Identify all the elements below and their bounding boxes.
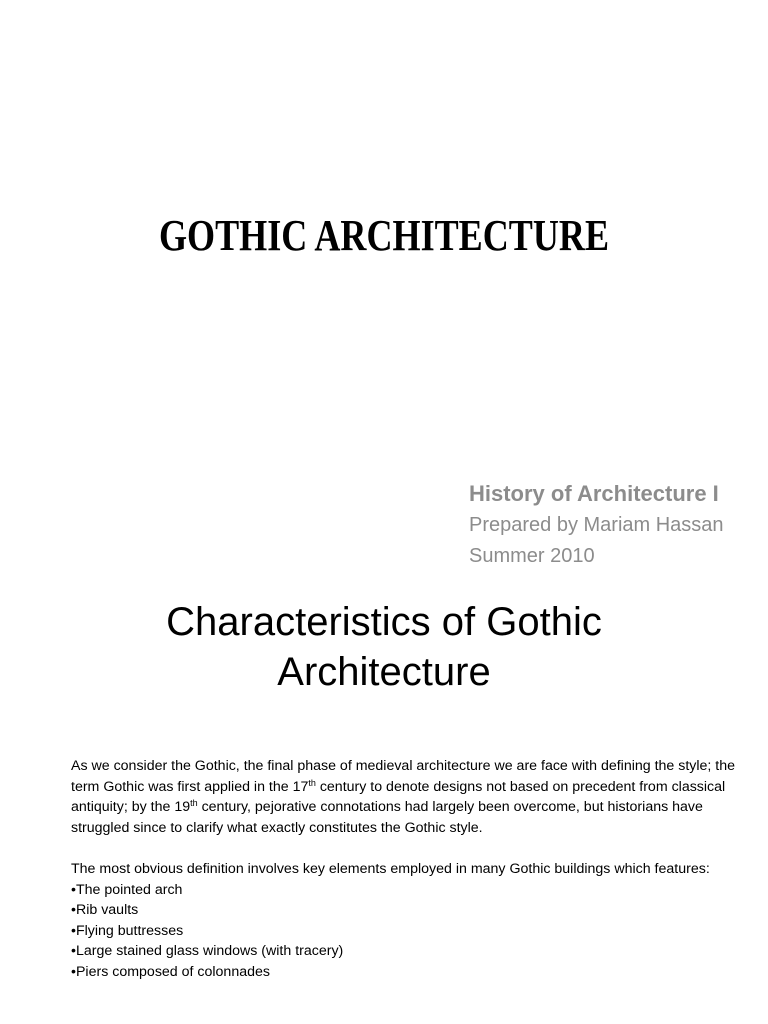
list-item: • Flying buttresses [71, 921, 741, 942]
section-heading [0, 597, 768, 697]
list-item: • Piers composed of colonnades [71, 962, 741, 983]
intro-text-part3: century, pejorative connotations had largely been overcome, but historians have struggled since to clarify what exactly constitutes the Gothic style. [71, 799, 703, 836]
definition-paragraph: The most obvious definition involves key elements employed in many Gothic buildings which features: [71, 860, 710, 877]
intro-paragraph [71, 756, 741, 838]
body-text [71, 756, 741, 983]
intro-text-part2: century to denote designs not based on precedent from classical antiquity; by the 19 [71, 778, 726, 816]
list-item: • Large stained glass windows (with tracery) [71, 941, 741, 962]
list-item: • Rib vaults [71, 900, 741, 921]
list-item: • The pointed arch [71, 880, 741, 901]
subtitle-block [469, 478, 724, 572]
author-line: Prepared by Mariam Hassan [469, 514, 724, 536]
intro-superscript-2: th [190, 798, 198, 809]
paragraph-spacer [71, 838, 741, 859]
intro-text-part1: As we consider the Gothic, the final phase of medieval architecture we are face with defining the style; the term Gothic was first applied in the 17 [71, 758, 736, 795]
section-heading-line1: Characteristics of Gothic [166, 600, 602, 644]
section-heading-line2: Architecture [277, 650, 491, 694]
features-list [71, 880, 741, 983]
course-name: History of Architecture I [469, 481, 719, 506]
document-title: GOTHIC ARCHITECTURE [158, 211, 610, 260]
term-line: Summer 2010 [469, 545, 595, 567]
intro-superscript-1: th [308, 777, 316, 788]
